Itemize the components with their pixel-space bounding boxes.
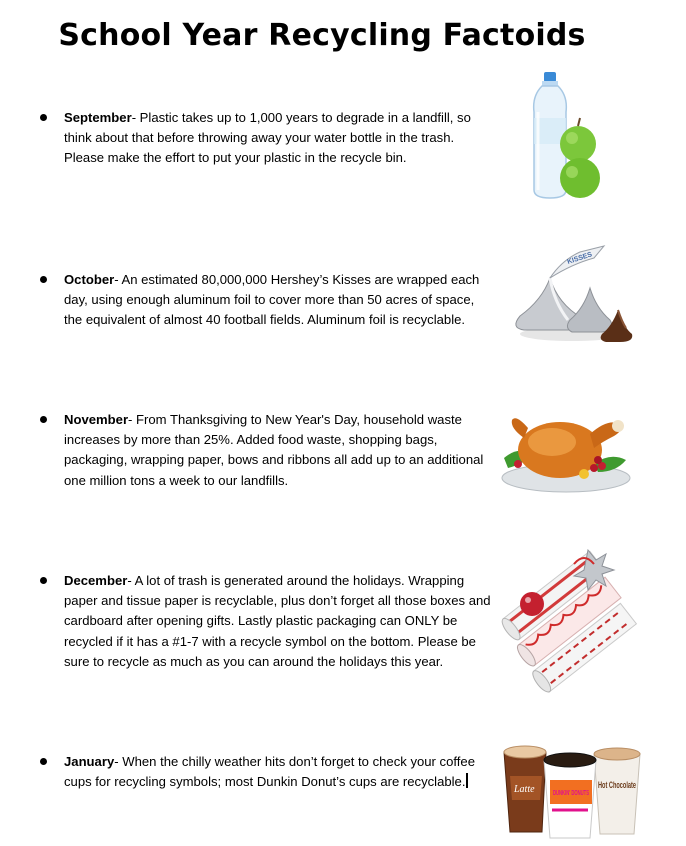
fact-text	[64, 410, 496, 491]
hershey-kisses-image	[510, 242, 636, 346]
cup-label-hot-chocolate: Hot Chocolate	[598, 780, 636, 790]
bullet-icon	[40, 114, 47, 121]
fact-body: - A lot of trash is generated around the holidays. Wrapping paper and tissue paper is recyclable, plus don’t forget all those boxes and cardboard after opening gifts. Lastly plastic packaging can ONLY be recycled if it has a #1-7 with a recycle symbol on the bottom. Please be sure to recycle as much as you can around the holidays this year.	[64, 573, 491, 669]
bullet-icon	[40, 416, 47, 423]
fact-body: - From Thanksgiving to New Year's Day, household waste increases by more than 25%. Added food waste, shopping bags, packaging, wrapping paper, bows and ribbons all add up to an additional one million tons a week to our landfills.	[64, 412, 484, 488]
kisses-label: KISSES	[566, 251, 594, 266]
dunkin-coffee-cups-image	[500, 740, 644, 840]
fact-month: December	[64, 573, 128, 588]
fact-body: - Plastic takes up to 1,000 years to degrade in a landfill, so think about that before throwing away your water bottle in the trash. Please make the effort to put your plastic in the recycle bin.	[64, 110, 471, 166]
bullet-icon	[40, 758, 47, 765]
bullet-icon	[40, 276, 47, 283]
cup-label-dunkin: DUNKIN' DONUTS	[553, 790, 590, 797]
roast-turkey-image	[498, 398, 634, 496]
fact-body: - When the chilly weather hits don’t forget to check your coffee cups for recycling symbols; most Dunkin Donut’s cups are recyclable.	[64, 754, 475, 790]
text-cursor	[466, 773, 468, 788]
fact-body: - An estimated 80,000,000 Hershey’s Kisses are wrapped each day, using enough aluminum foil to cover more than 50 acres of space, the equivalent of almost 40 football fields. Aluminum foil is recyclable.	[64, 272, 480, 328]
page-title: School Year Recycling Factoids	[58, 18, 586, 53]
fact-text	[64, 571, 496, 672]
fact-text	[64, 108, 496, 169]
fact-month: November	[64, 412, 129, 427]
fact-text	[64, 270, 496, 331]
fact-month: September	[64, 110, 132, 125]
cup-label-latte: Latte	[514, 784, 535, 795]
fact-text	[64, 752, 496, 792]
wrapping-paper-rolls-image	[514, 544, 622, 694]
fact-month: October	[64, 272, 115, 287]
bullet-icon	[40, 577, 47, 584]
water-bottle-apples-image	[522, 72, 610, 200]
fact-month: January	[64, 754, 115, 769]
